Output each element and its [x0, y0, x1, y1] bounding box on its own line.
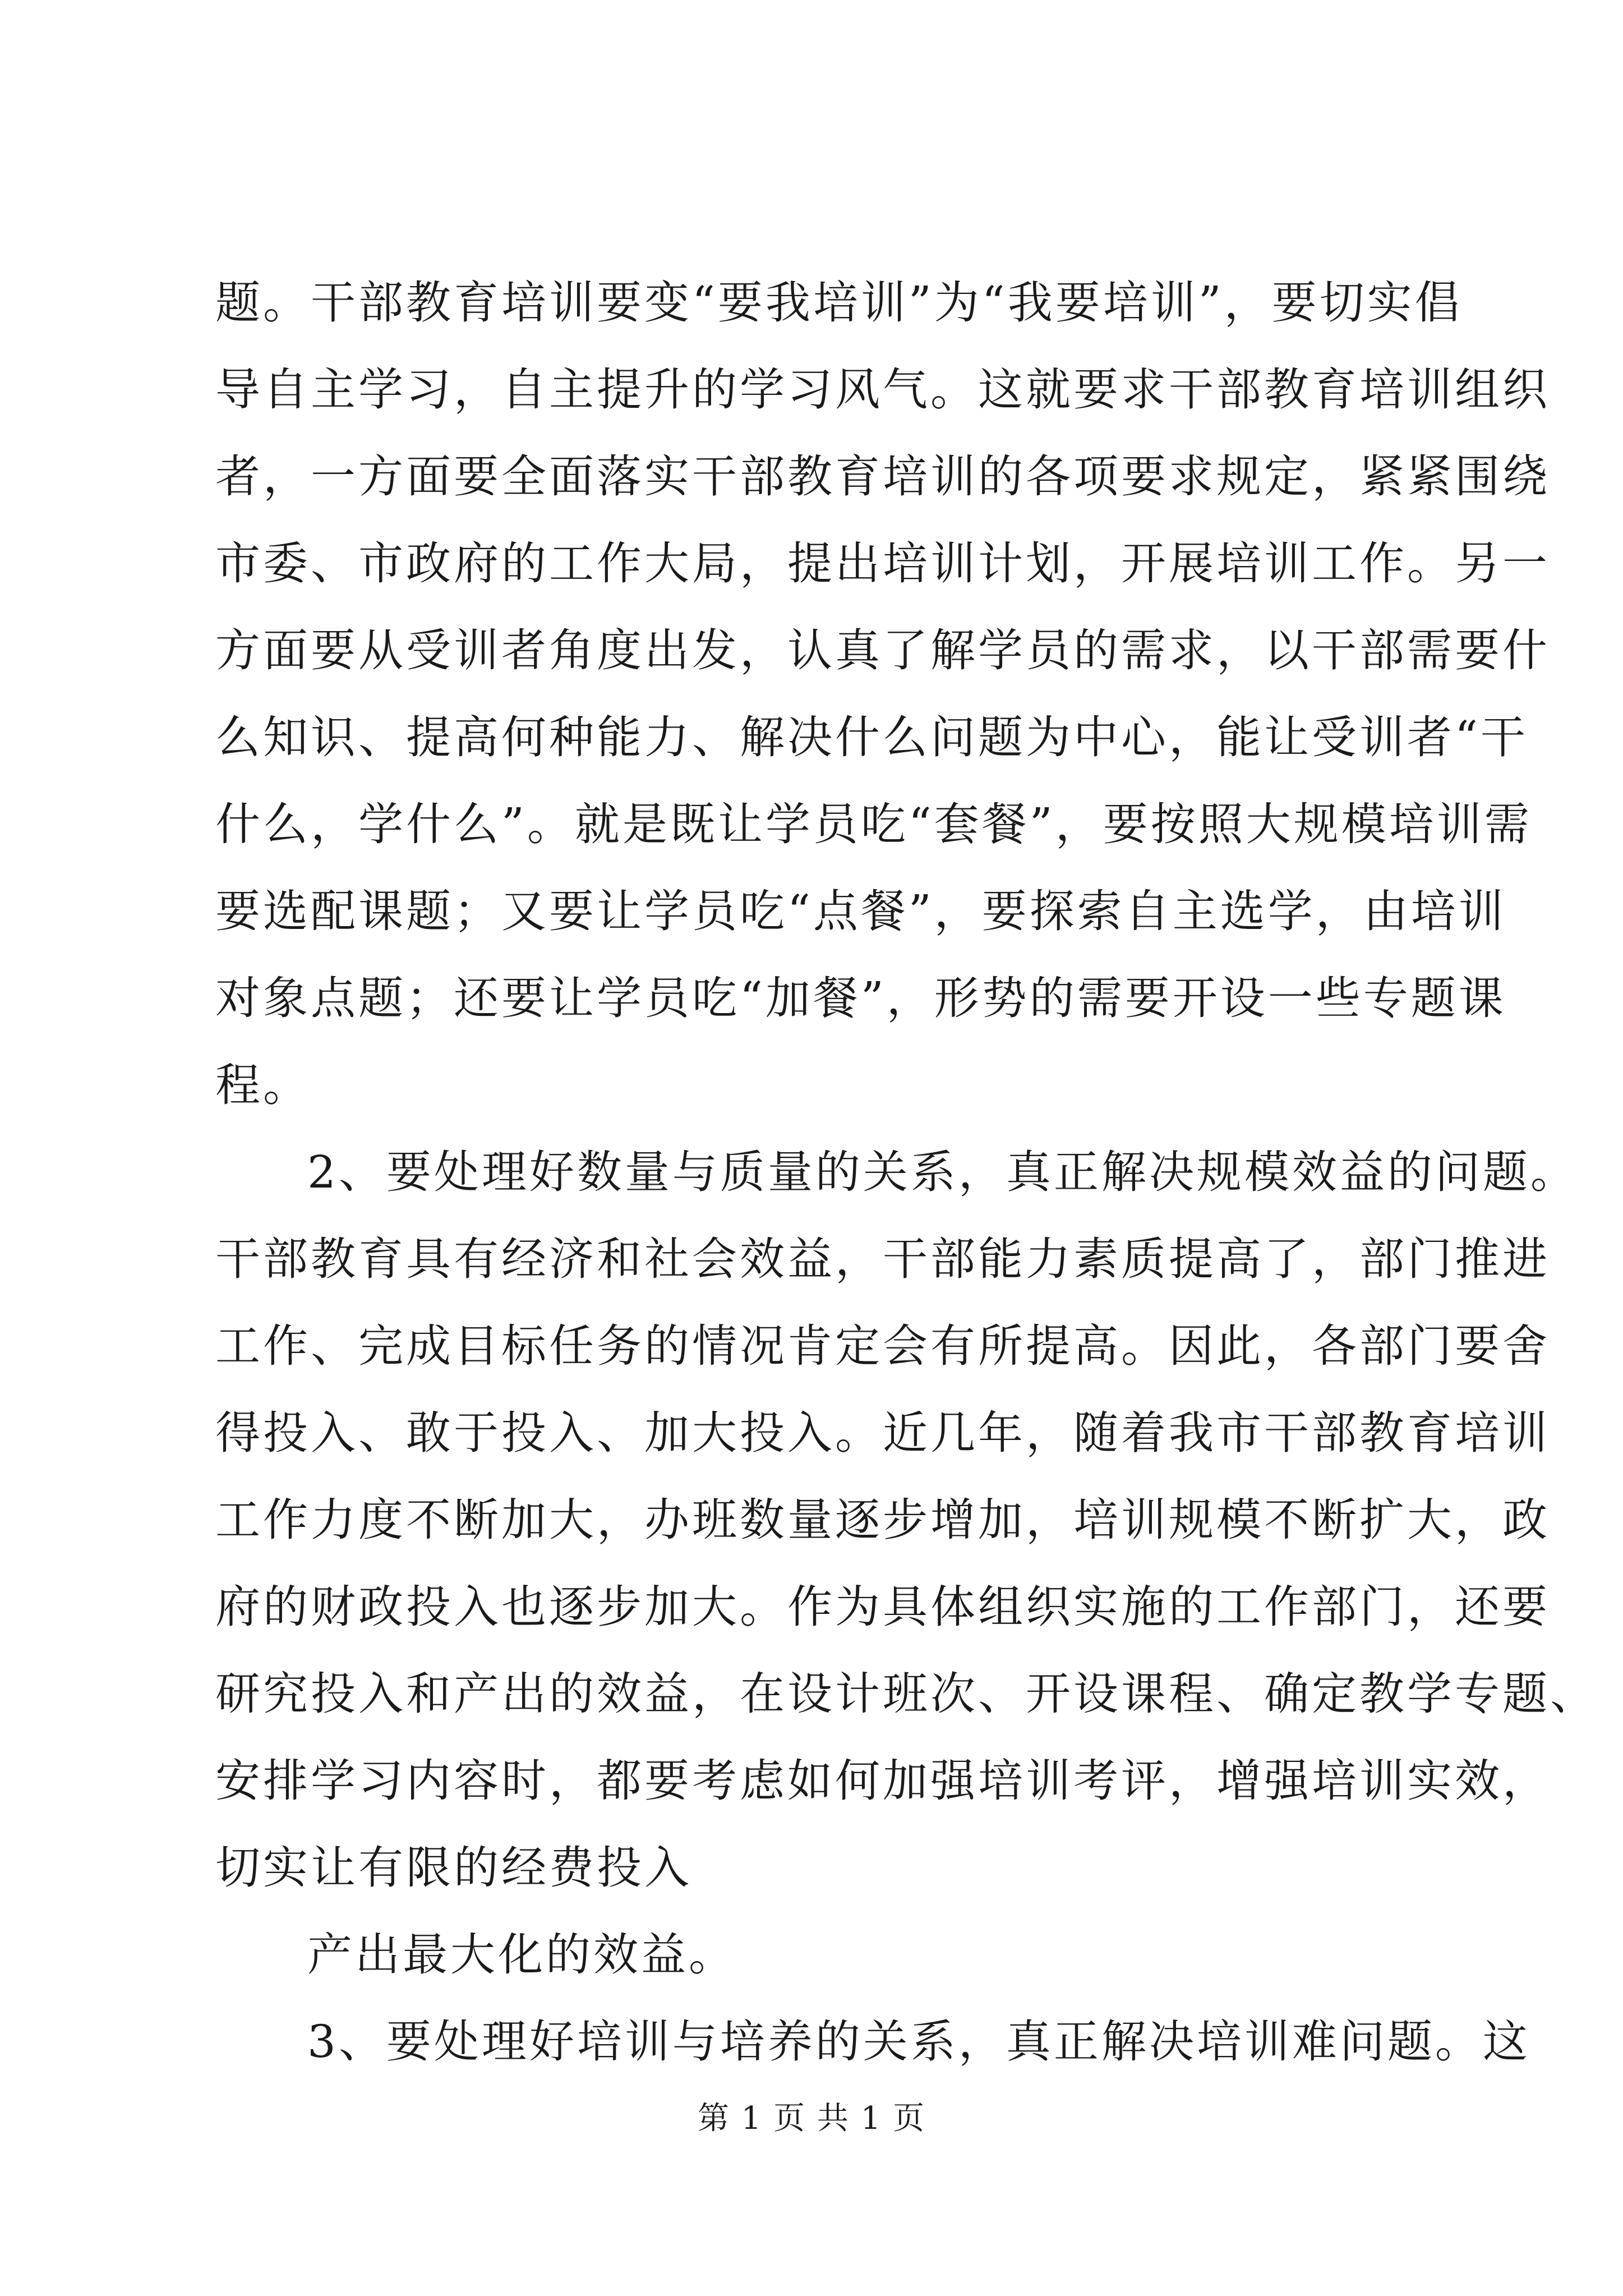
paragraph-3-first-line: 3、要处理好培训与培养的关系，真正解决培训难问题。这 [307, 2016, 1530, 2068]
text-line: 研究投入和产出的效益，在设计班次、开设课程、确定教学专题、 [215, 1668, 1598, 1720]
text-line: 得投入、敢于投入、加大投入。近几年，随着我市干部教育培训 [215, 1407, 1550, 1459]
text-line: 题。干部教育培训要变“要我培训”为“我要培训”，要切实倡 [215, 277, 1463, 329]
text-line: 程。 [215, 1059, 311, 1111]
text-line: 导自主学习，自主提升的学习风气。这就要求干部教育培训组织 [215, 364, 1550, 416]
text-line: 切实让有限的经费投入 [215, 1842, 692, 1894]
text-line: 么知识、提高何种能力、解决什么问题为中心，能让受训者“干 [215, 711, 1528, 763]
text-line: 方面要从受训者角度出发，认真了解学员的需求，以干部需要什 [215, 624, 1550, 677]
paragraph-continuation-line: 产出最大化的效益。 [307, 1929, 736, 1981]
page-footer: 第 1 页 共 1 页 [697, 2100, 926, 2137]
document-body [215, 259, 1598, 2085]
text-line: 者，一方面要全面落实干部教育培训的各项要求规定，紧紧围绕 [215, 450, 1550, 503]
text-line: 对象点题；还要让学员吃“加餐”，形势的需要开设一些专题课 [215, 972, 1506, 1024]
text-line: 干部教育具有经济和社会效益，干部能力素质提高了，部门推进 [215, 1233, 1550, 1285]
text-line: 市委、市政府的工作大局，提出培训计划，开展培训工作。另一 [215, 537, 1550, 590]
text-line: 府的财政投入也逐步加大。作为具体组织实施的工作部门，还要 [215, 1581, 1550, 1633]
text-line: 工作、完成目标任务的情况肯定会有所提高。因此，各部门要舍 [215, 1320, 1550, 1372]
paragraph-2-first-line: 2、要处理好数量与质量的关系，真正解决规模效益的问题。 [307, 1146, 1578, 1198]
text-line: 工作力度不断加大，办班数量逐步增加，培训规模不断扩大，政 [215, 1494, 1550, 1546]
text-line: 什么，学什么”。就是既让学员吃“套餐”，要按照大规模培训需 [215, 798, 1532, 850]
text-line: 要选配课题；又要让学员吃“点餐”，要探索自主选学，由培训 [215, 885, 1506, 937]
text-line: 安排学习内容时，都要考虑如何加强培训考评，增强培训实效， [215, 1755, 1550, 1807]
